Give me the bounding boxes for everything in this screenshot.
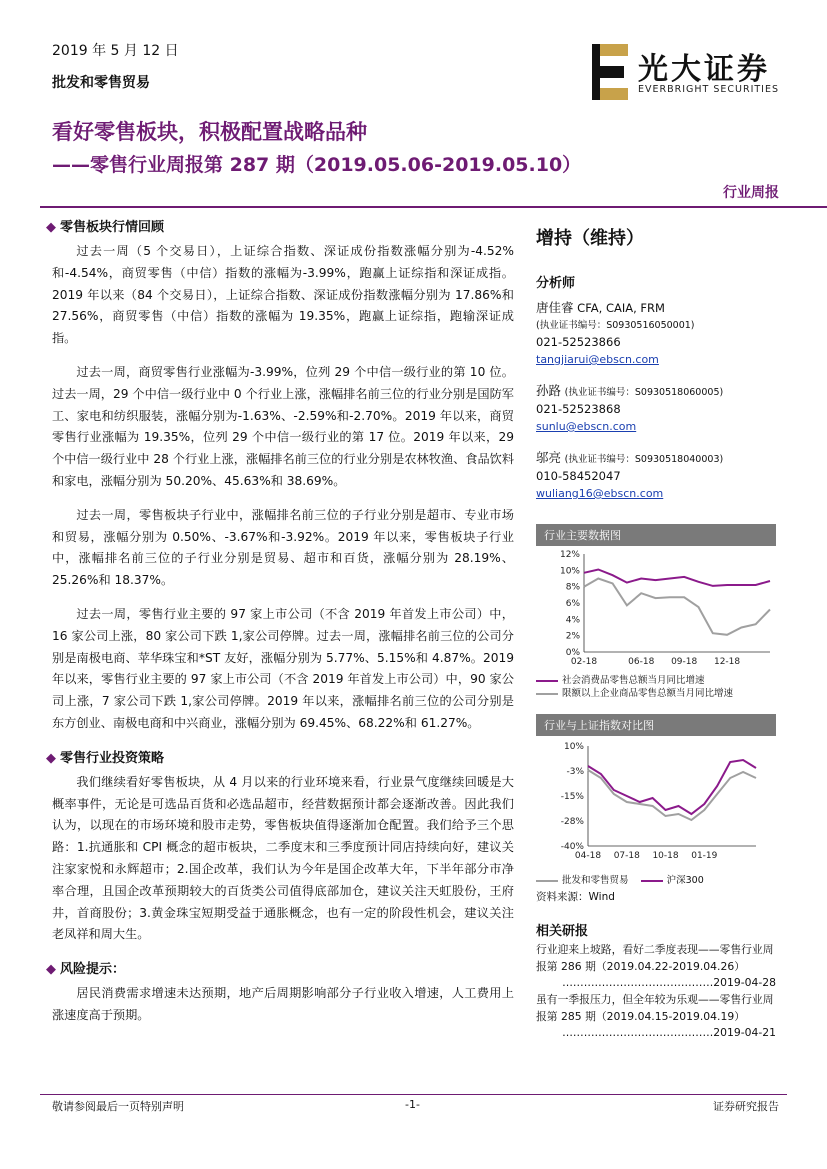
legend-swatch [536, 693, 558, 695]
logo-chinese-name: 光大证券 [638, 52, 770, 87]
x-tick-label: 09-18 [671, 657, 698, 667]
x-tick-label: 10-18 [652, 851, 679, 861]
legend-swatch [536, 680, 558, 682]
analyst-card [536, 299, 776, 368]
review-heading: ◆ 零售板块行情回顾 [46, 220, 165, 235]
analyst-name: 邬亮 [536, 450, 562, 465]
analyst-email-link[interactable]: wuliang16@ebscn.com [536, 487, 664, 500]
analyst-credentials: CFA, CAIA, FRM [577, 301, 665, 315]
y-tick-label: 0% [565, 648, 580, 658]
logo-mark-icon [592, 44, 630, 100]
analyst-email-link[interactable]: sunlu@ebscn.com [536, 420, 637, 433]
rating-label: 增持（维持） [536, 228, 644, 249]
review-paragraph: 过去一周，零售行业主要的 97 家上市公司（不含 2019 年首发上市公司）中，16 家公司上涨，80 家公司下跌 1,家公司停牌。过去一周，涨幅排名前三位的公司分别是南极电商、苹华珠宝和*ST 友好，涨幅分别为 5.77%、5.15%和 4.87%。2019 年以来，零售行业主要的 97 家上市公司（不含 2019 年首发上市公司）中，90 家公司上涨，7 家公司下跌 1,家公司停牌。2019 年以来，涨幅排名前三位的公司分别是东方创业、南极电商和中兴商业，涨幅分别为 69.45%、68.22%和 61.27%。 [52, 606, 514, 730]
strategy-heading: ◆ 零售行业投资策略 [46, 750, 165, 766]
risk-paragraph: 居民消费需求增速未达预期，地产后周期影响部分子行业收入增速，人工费用上涨速度高于预期。 [52, 986, 514, 1022]
analyst-cert: (执业证书编号：S0930518060005) [564, 387, 724, 398]
y-tick-label: -40% [560, 842, 584, 852]
analyst-name: 唐佳睿 [536, 300, 574, 315]
series-line [588, 760, 756, 814]
legend-item: 限额以上企业商品零售总额当月同比增速 [536, 687, 776, 700]
review-paragraph: 过去一周，零售板块子行业中，涨幅排名前三位的子行业分别是超市、专业市场和贸易，涨幅分别为 0.50%、-3.67%和-3.92%。2019 年以来，零售板块子行业中，涨幅排名前三位的子行业分别是贸易、超市和百货，涨幅分别为 28.19%、25.26%和 18.37%。 [52, 507, 514, 588]
chart-index-compare [536, 714, 776, 904]
analyst-phone: 010-58452047 [536, 469, 621, 483]
chart-legend [536, 674, 776, 700]
y-tick-label: 12% [559, 550, 580, 560]
diamond-bullet-icon: ◆ [46, 750, 56, 766]
y-tick-label: 10% [559, 566, 580, 577]
footer-divider [40, 1094, 787, 1095]
series-line [588, 770, 756, 820]
chart-legend [536, 874, 776, 887]
chart-industry-data-svg [536, 546, 776, 668]
page-number: -1- [405, 1098, 420, 1111]
legend-item: 沪深300 [641, 875, 704, 886]
footer-report-label: 证券研究报告 [713, 1100, 779, 1113]
report-subtitle: ——零售行业周报第 287 期（2019.05.06-2019.05.10） [52, 154, 582, 176]
header-divider [40, 206, 827, 208]
sidebar [536, 216, 776, 1041]
review-paragraph: 过去一周，商贸零售行业涨幅为-3.99%，位列 29 个中信一级行业的第 10 位。过去一周，29 个中信一级行业中 0 个行业上涨，涨幅排名前三位的行业分别是国防军工、家电和纺织服装，涨幅分别为-1.63%、-2.59%和-2.70%。2019 年以来，商贸零售行业涨幅为 19.35%，位列 29 个中信一级行业的第 17 位。2019 年以来，29 个中信一级行业中 28 个行业上涨，涨幅排名前三位的行业分别是农林牧渔、食品饮料和家电，涨幅分别为 50.20%、45.63%和 38.69%。 [52, 364, 515, 488]
x-tick-label: 01-19 [691, 851, 718, 861]
related-report-date: ……………………………………2019-04-28 [562, 976, 776, 989]
strategy-paragraph: 我们继续看好零售板块，从 4 月以来的行业环境来看，行业景气度继续回暖是大概率事件，无论是可选品百货和必选品超市，经营数据预计都会逐渐改善。因此我们认为，以现在的市场环境和股市走势，零售板块值得逐渐加仓配置。我们给予三个思路：1.抗通胀和 CPI 概念的超市板块，二季度末和三季度预计同店持续向好，建议关注家家悦和永辉超市；2.国企改革，我们认为今年是国企改革大年，下半年部分市净率合理，且国企改革预期较大的百货类公司值得底部加仓，建议关注天虹股份，王府井，首商股份；3.黄金珠宝短期受益于通胀概念，也有一定的阶段性机会，建议关注老凤祥和周大生。 [52, 774, 514, 942]
analyst-phone: 021-52523866 [536, 335, 621, 349]
analyst-card [536, 449, 776, 502]
industry-name: 批发和零售贸易 [52, 75, 150, 91]
risk-heading: ◆ 风险提示： [46, 962, 126, 978]
y-tick-label: 2% [565, 631, 580, 642]
y-tick-label: -15% [560, 792, 584, 802]
y-tick-label: 6% [565, 599, 580, 609]
analyst-heading: 分析师 [536, 276, 576, 291]
related-report-date: ……………………………………2019-04-21 [562, 1026, 776, 1039]
report-title: 看好零售板块，积极配置战略品种 [52, 120, 367, 144]
x-tick-label: 06-18 [628, 657, 655, 667]
analyst-card [536, 382, 776, 435]
legend-swatch [641, 880, 663, 882]
y-tick-label: 4% [565, 615, 580, 626]
series-line [584, 579, 770, 635]
diamond-bullet-icon: ◆ [46, 220, 56, 235]
y-tick-label: 10% [563, 742, 584, 752]
review-paragraph: 过去一周（5 个交易日），上证综合指数、深证成份指数涨幅分别为-4.52%和-4.54%，商贸零售（中信）指数的涨幅为-3.99%，跑赢上证综指和深证成指。2019 年以来（84 个交易日），上证综合指数、深证成份指数涨幅分别为 17.86%和 27.56%，商贸零售（中信）指数的涨幅为 19.35%，跑赢上证综指，跑输深证成指。 [52, 244, 514, 346]
chart-title: 行业与上证指数对比图 [536, 714, 776, 736]
analyst-phone: 021-52523868 [536, 402, 621, 416]
related-report-link[interactable]: 行业迎来上坡路，看好二季度表现——零售行业周报第 286 期（2019.04.22-2019.04.26） [536, 943, 774, 973]
report-type-label: 行业周报 [723, 185, 779, 201]
x-tick-label: 07-18 [613, 851, 640, 861]
related-report-link[interactable]: 虽有一季报压力，但全年较为乐观——零售行业周报第 285 期（2019.04.15-2019.04.19） [536, 993, 774, 1023]
legend-item: 批发和零售贸易 [536, 875, 629, 886]
logo-english-name: EVERBRIGHT SECURITIES [638, 84, 780, 95]
report-date: 2019 年 5 月 12 日 [52, 43, 179, 59]
footer-disclaimer: 敬请参阅最后一页特别声明 [52, 1100, 184, 1113]
source-note: 资料来源：Wind [536, 891, 615, 903]
y-tick-label: -3% [566, 767, 584, 777]
x-tick-label: 02-18 [570, 657, 598, 667]
chart-index-compare-svg [536, 736, 776, 868]
y-tick-label: 8% [565, 582, 580, 593]
diamond-bullet-icon: ◆ [46, 962, 56, 978]
y-tick-label: -28% [560, 817, 584, 827]
chart-industry-data [536, 524, 776, 700]
legend-swatch [536, 880, 558, 882]
legend-item: 社会消费品零售总额当月同比增速 [536, 674, 776, 687]
related-heading: 相关研报 [536, 924, 589, 939]
x-tick-label: 04-18 [574, 851, 602, 861]
analyst-cert: (执业证书编号：S0930516050001) [536, 320, 695, 331]
analyst-name: 孙路 [536, 383, 562, 398]
analyst-email-link[interactable]: tangjiarui@ebscn.com [536, 353, 659, 366]
x-tick-label: 12-18 [713, 657, 741, 667]
main-content [46, 216, 515, 1039]
company-logo [592, 44, 782, 102]
chart-title: 行业主要数据图 [536, 524, 776, 546]
related-list [536, 941, 776, 1041]
analyst-cert: (执业证书编号：S0930518040003) [564, 454, 724, 465]
